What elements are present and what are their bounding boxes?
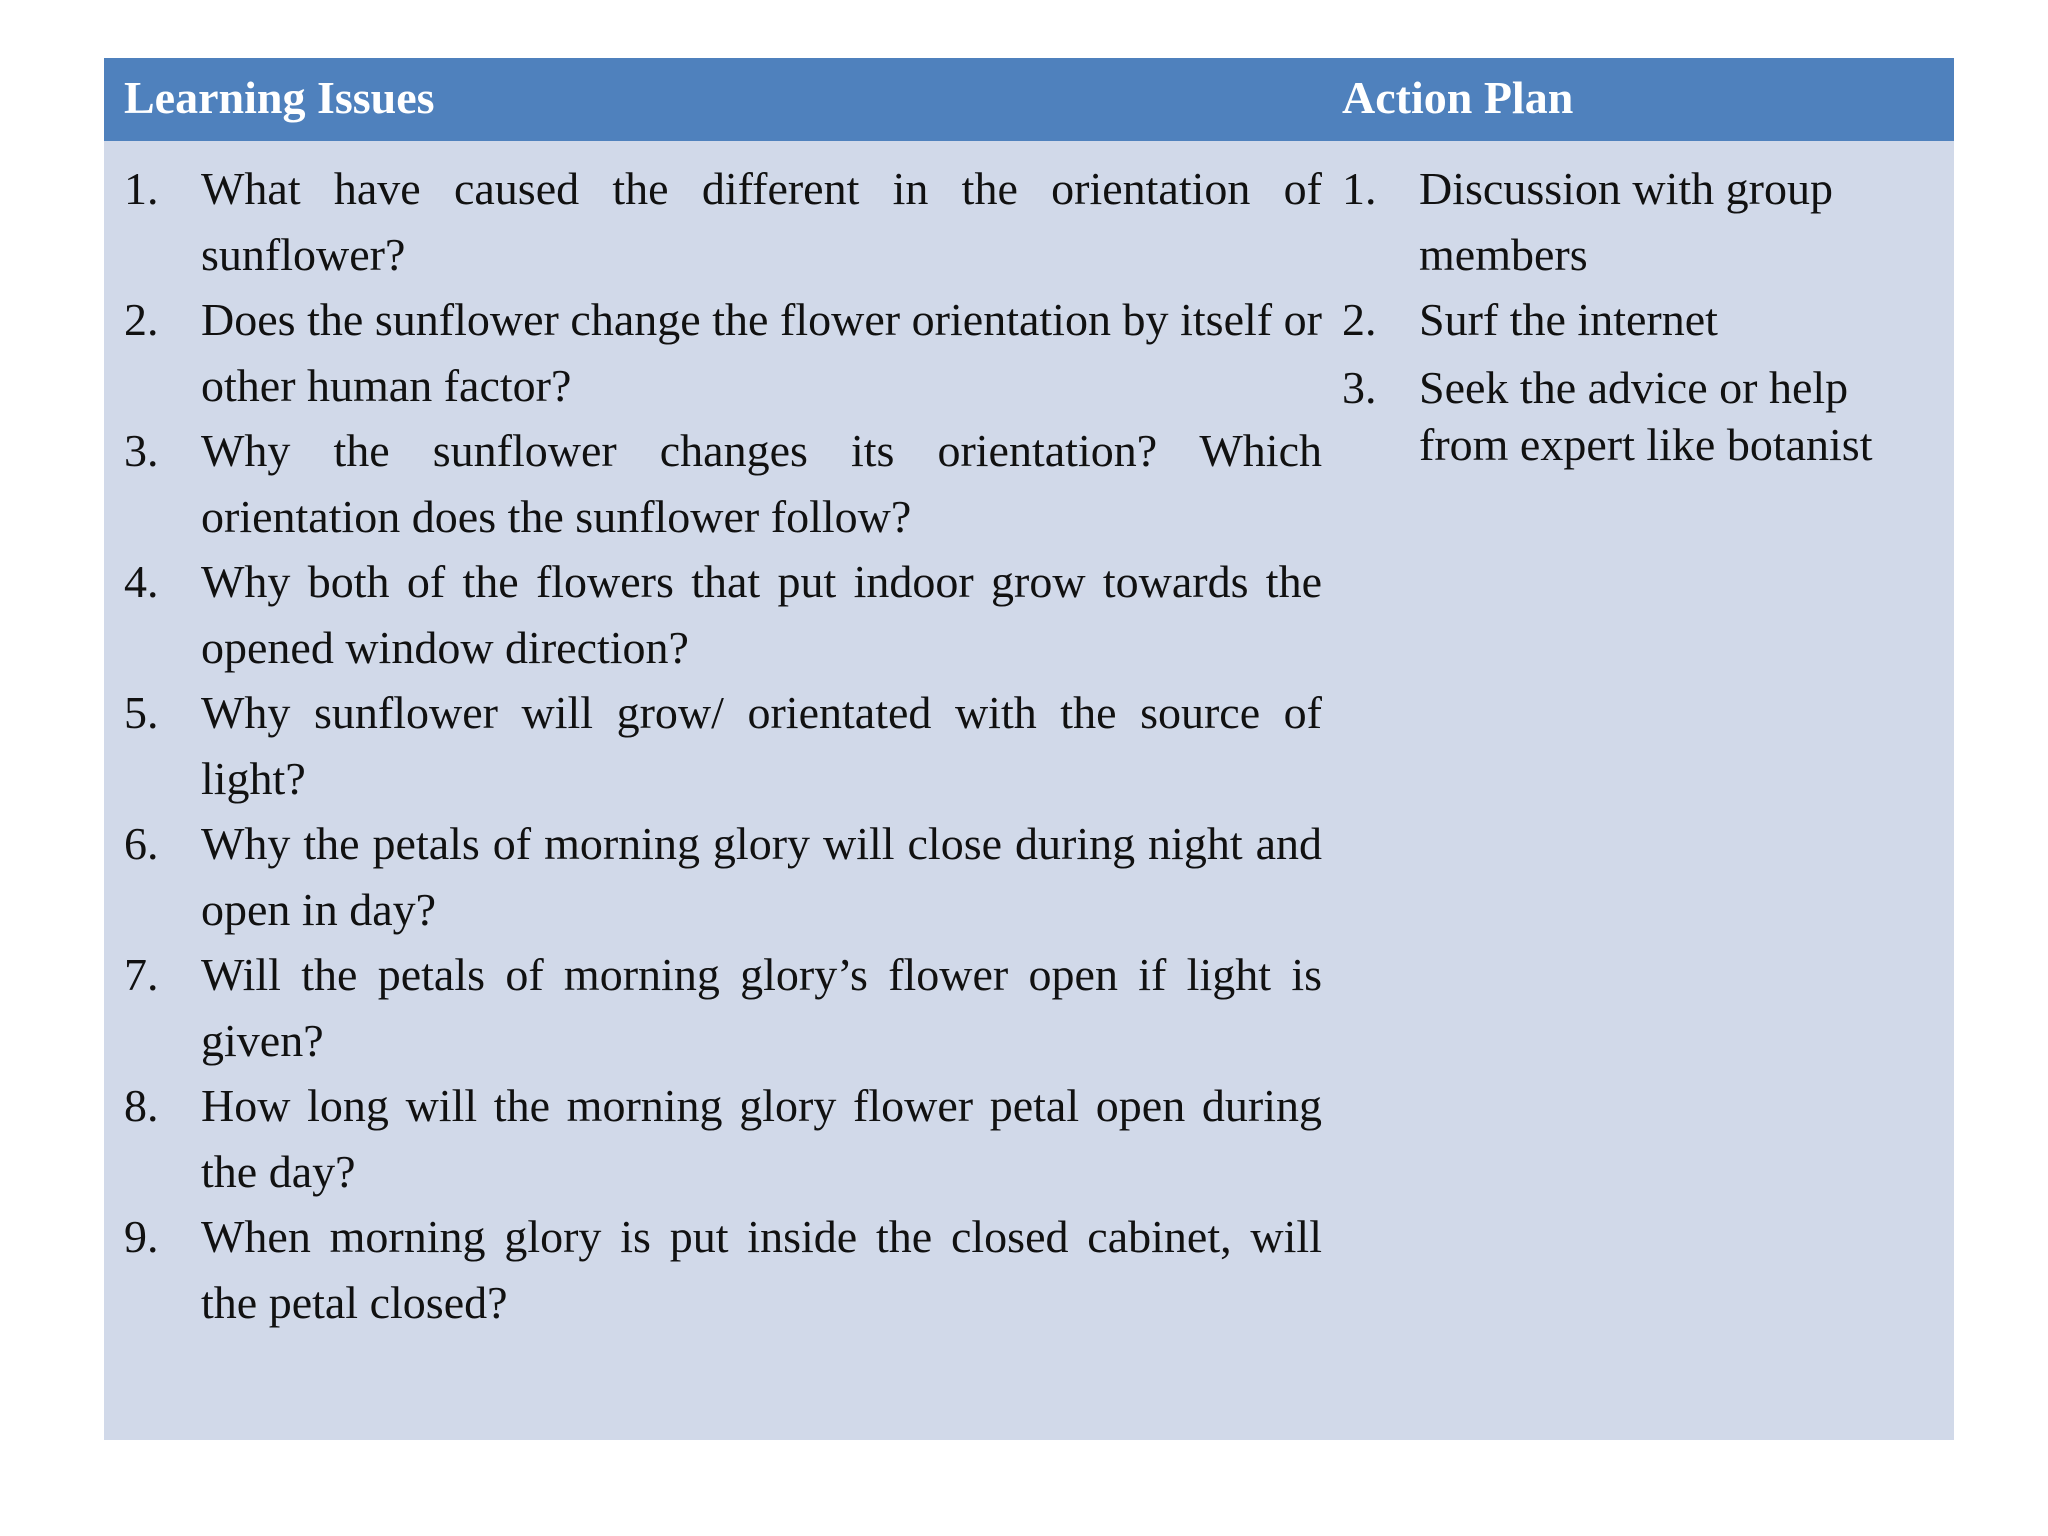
- item-number: 1.: [124, 163, 159, 214]
- item-number: 2.: [1342, 294, 1377, 345]
- list-item: [124, 811, 1322, 942]
- item-text: Why the petals of morning glory will close during night and open in day?: [201, 818, 1322, 935]
- list-item: [124, 287, 1322, 418]
- item-number: 6.: [124, 818, 159, 869]
- item-number: 2.: [124, 294, 159, 345]
- action-plan-column: [1342, 141, 1942, 473]
- action-plan-list: [1342, 141, 1942, 473]
- item-number: 7.: [124, 949, 159, 1000]
- item-number: 9.: [124, 1211, 159, 1262]
- list-item: [1342, 156, 1942, 287]
- list-item: [124, 549, 1322, 680]
- list-item: [124, 942, 1322, 1073]
- list-item: [124, 680, 1322, 811]
- item-text: Seek the advice or help from expert like botanist: [1419, 361, 1873, 470]
- item-text: Why both of the flowers that put indoor grow towards the opened window direction?: [201, 556, 1322, 673]
- item-number: 5.: [124, 687, 159, 738]
- list-item: [1342, 287, 1942, 353]
- item-number: 3.: [124, 425, 159, 476]
- list-item: [124, 1073, 1322, 1204]
- item-text: Why the sunflower changes its orientation? Which orientation does the sunflower follow?: [201, 425, 1322, 542]
- item-number: 3.: [1342, 361, 1377, 413]
- header-learning-issues: Learning Issues: [124, 72, 435, 123]
- item-number: 1.: [1342, 163, 1377, 214]
- item-text: What have caused the different in the orientation of sunflower?: [201, 163, 1322, 280]
- item-text: How long will the morning glory flower petal open during the day?: [201, 1080, 1322, 1197]
- list-item: [124, 418, 1322, 549]
- learning-issues-column: [124, 141, 1322, 1335]
- list-item: [124, 156, 1322, 287]
- header-action-plan: Action Plan: [1342, 72, 1574, 123]
- item-number: 8.: [124, 1080, 159, 1131]
- item-text: When morning glory is put inside the closed cabinet, will the petal closed?: [201, 1211, 1322, 1328]
- item-text: Why sunflower will grow/ orientated with the source of light?: [201, 687, 1322, 804]
- learning-issues-list: [124, 141, 1322, 1335]
- item-text: Does the sunflower change the flower orientation by itself or other human factor?: [201, 294, 1322, 411]
- list-item: [1342, 359, 1942, 473]
- item-text: Surf the internet: [1419, 294, 1718, 345]
- item-text: Will the petals of morning glory’s flower open if light is given?: [201, 949, 1322, 1066]
- learning-issues-table: [104, 58, 1954, 1440]
- list-item: [124, 1204, 1322, 1335]
- item-text: Discussion with group members: [1419, 163, 1833, 280]
- item-number: 4.: [124, 556, 159, 607]
- table-header-row: [104, 58, 1954, 141]
